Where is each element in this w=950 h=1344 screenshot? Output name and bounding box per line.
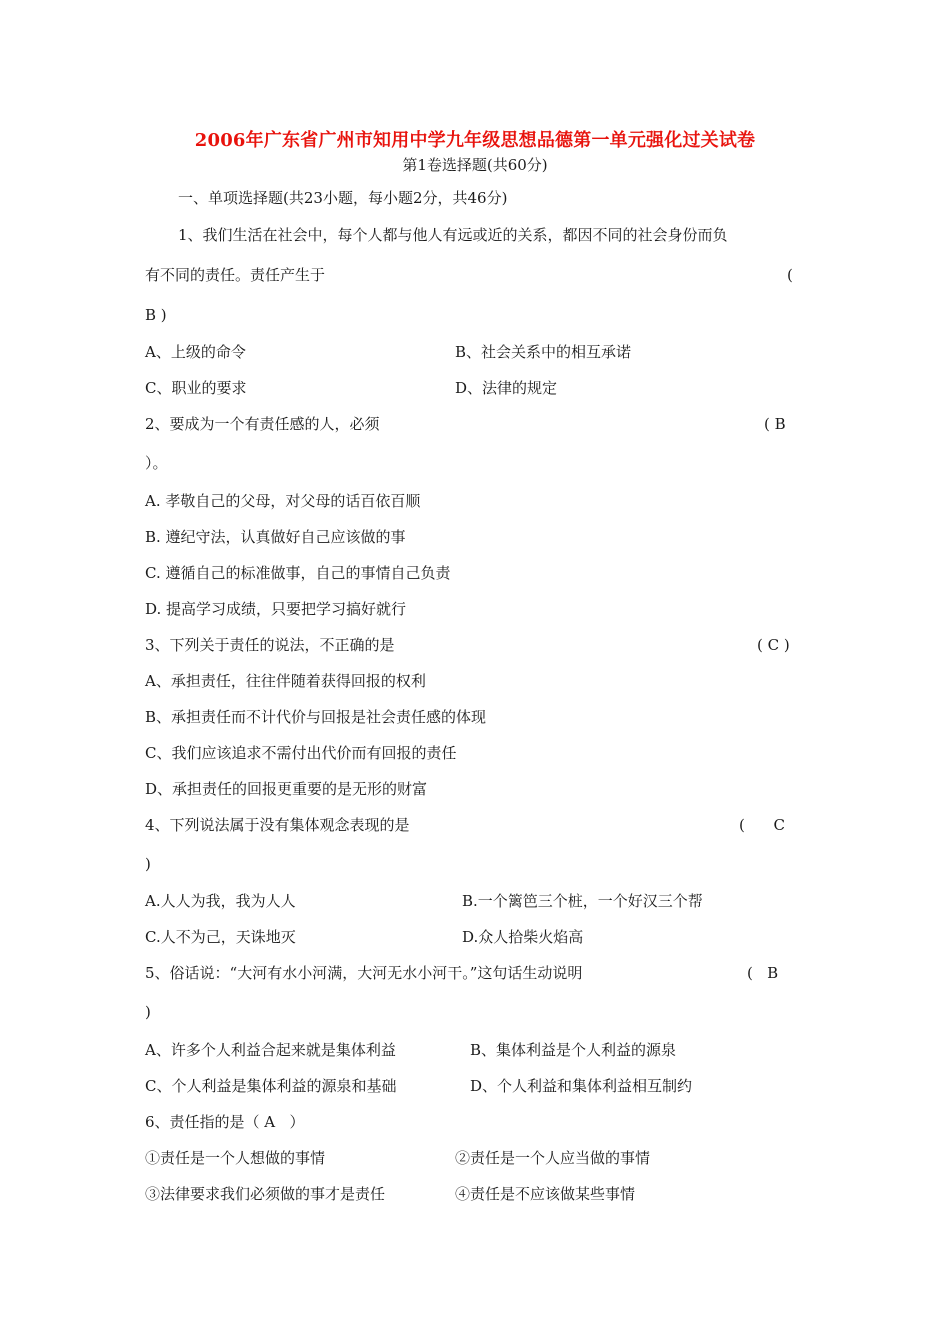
question-1-paren: (	[787, 266, 793, 284]
question-1-text: 1、我们生活在社会中，每个人都与他人有远或近的关系，都因不同的社会身份而负	[178, 226, 728, 244]
question-4-text: 4、下列说法属于没有集体观念表现的是	[145, 816, 410, 834]
question-5-option-a: A、许多个人利益合起来就是集体利益	[145, 1041, 396, 1059]
question-5-option-c: C、个人利益是集体利益的源泉和基础	[145, 1077, 397, 1095]
question-4-option-b: B.一个篱笆三个桩，一个好汉三个帮	[462, 892, 703, 910]
question-6-option-4: ④责任是不应该做某些事情	[455, 1185, 636, 1203]
question-1-option-b: B、社会关系中的相互承诺	[455, 343, 632, 361]
question-3-option-a: A、承担责任，往往伴随着获得回报的权利	[145, 672, 426, 690]
question-2-option-c: C. 遵循自己的标准做事，自己的事情自己负责	[145, 564, 451, 582]
question-4-answer-close: )	[145, 855, 151, 873]
question-5-answer: ( B	[747, 964, 779, 982]
question-5-option-b: B、集体利益是个人利益的源泉	[470, 1041, 677, 1059]
question-1-answer: B )	[145, 306, 167, 324]
question-1-option-c: C、职业的要求	[145, 379, 247, 397]
question-3-text: 3、下列关于责任的说法，不正确的是	[145, 636, 395, 654]
exam-title: 2006年广东省广州市知用中学九年级思想品德第一单元强化过关试卷	[194, 130, 756, 151]
question-4-option-c: C.人不为己，天诛地灭	[145, 928, 296, 946]
question-3-option-d: D、承担责任的回报更重要的是无形的财富	[145, 780, 428, 798]
question-1-option-a: A、上级的命令	[145, 343, 246, 361]
question-3-answer: ( C )	[757, 636, 790, 654]
question-4-answer: ( C	[739, 816, 785, 834]
question-2-answer: ( B	[764, 415, 786, 433]
question-4-option-d: D.众人拾柴火焰高	[462, 928, 584, 946]
section-heading: 一、单项选择题(共23小题，每小题2分，共46分)	[178, 189, 508, 207]
question-5-option-d: D、个人利益和集体利益相互制约	[470, 1077, 693, 1095]
exam-subtitle: 第1卷选择题(共60分)	[402, 156, 548, 174]
question-2-text: 2、要成为一个有责任感的人，必须	[145, 415, 380, 433]
question-6-text: 6、责任指的是（ A ）	[145, 1113, 305, 1131]
question-6-option-2: ②责任是一个人应当做的事情	[455, 1149, 651, 1167]
question-5-text: 5、俗话说：“大河有水小河满，大河无水小河干。”这句话生动说明	[145, 964, 583, 982]
question-3-option-b: B、承担责任而不计代价与回报是社会责任感的体现	[145, 708, 487, 726]
question-2-option-a: A. 孝敬自己的父母，对父母的话百依百顺	[145, 492, 421, 510]
question-4-option-a: A.人人为我，我为人人	[145, 892, 296, 910]
question-6-option-3: ③法律要求我们必须做的事才是责任	[145, 1185, 386, 1203]
question-1-text-cont: 有不同的责任。责任产生于	[145, 266, 326, 284]
question-2-option-b: B. 遵纪守法，认真做好自己应该做的事	[145, 528, 406, 546]
question-2-answer-close: ）。	[145, 454, 168, 472]
question-3-option-c: C、我们应该追求不需付出代价而有回报的责任	[145, 744, 457, 762]
question-1-option-d: D、法律的规定	[455, 379, 558, 397]
question-5-answer-close: )	[145, 1003, 151, 1021]
question-6-option-1: ①责任是一个人想做的事情	[145, 1149, 326, 1167]
question-2-option-d: D. 提高学习成绩，只要把学习搞好就行	[145, 600, 407, 618]
